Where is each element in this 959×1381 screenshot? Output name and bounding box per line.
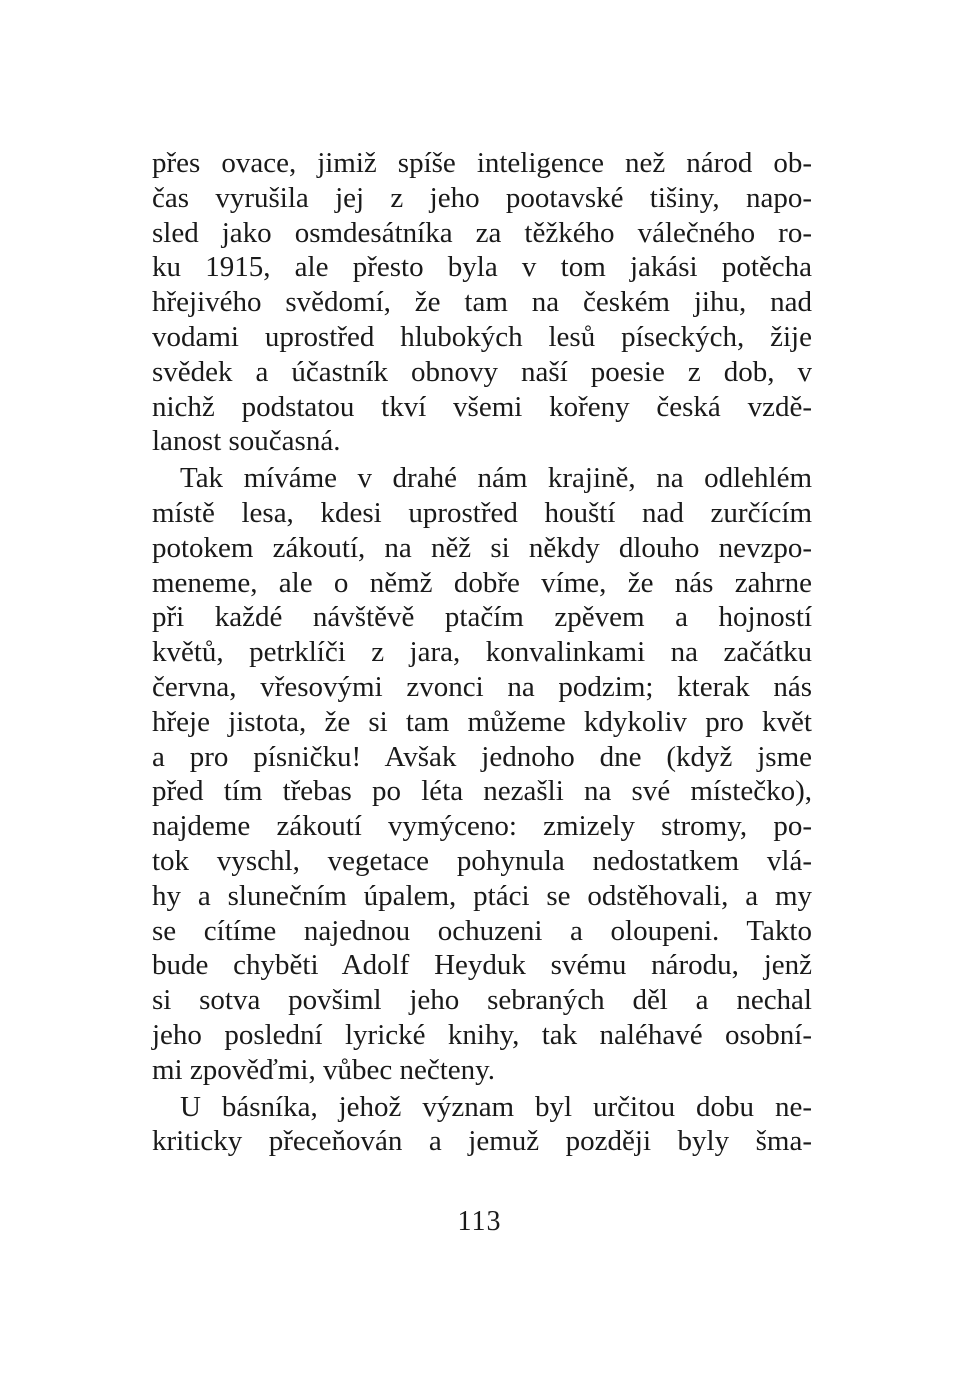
body-text <box>152 146 812 1159</box>
text-line: si sotva povšiml jeho sebraných děl a nechal <box>152 984 812 1017</box>
text-line: mi zpověďmi, vůbec nečteny. <box>152 1053 496 1086</box>
text-line: potokem zákoutí, na něž si někdy dlouho nevzpo- <box>152 531 812 564</box>
text-line: jeho poslední lyrické knihy, tak naléhavé osobní- <box>152 1018 812 1051</box>
text-line: svědek a účastník obnovy naší poesie z dob, v <box>152 355 812 388</box>
text-line: a pro písničku! Avšak jednoho dne (když jsme <box>152 740 812 773</box>
text-line: hřeje jistota, že si tam můžeme kdykoliv pro květ <box>152 705 812 738</box>
text-line: lanost současná. <box>152 425 341 458</box>
text-line: ku 1915, ale přesto byla v tom jakási potěcha <box>152 251 812 284</box>
text-line: najdeme zákoutí vymýceno: zmizely stromy, po- <box>152 810 812 843</box>
text-line: sled jako osmdesátníka za těžkého válečného ro- <box>152 216 812 249</box>
text-line: nichž podstatou tkví všemi kořeny česká vzdě- <box>152 390 812 423</box>
paragraph-1 <box>152 146 812 459</box>
text-line: se cítíme najednou ochuzeni a oloupeni. Takto <box>152 914 812 947</box>
text-line: hřejivého svědomí, že tam na českém jihu, nad <box>152 286 812 319</box>
text-line: při každé návštěvě ptačím zpěvem a hojností <box>152 601 812 634</box>
paragraph-2 <box>152 461 812 1087</box>
text-line: hy a slunečním úpalem, ptáci se odstěhovali, a my <box>152 879 812 912</box>
text-line: meneme, ale o němž dobře víme, že nás zahrne <box>152 566 812 599</box>
text-line: vodami uprostřed hlubokých lesů píseckých, žije <box>152 320 812 353</box>
page-number: 113 <box>457 1206 502 1237</box>
text-line: místě lesa, kdesi uprostřed houští nad zurčícím <box>152 496 812 529</box>
text-line: června, vřesovými zvonci na podzim; kterak nás <box>152 670 812 703</box>
text-line: Tak míváme v drahé nám krajině, na odlehlém <box>180 462 812 495</box>
text-line: kriticky přeceňován a jemuž později byly šma- <box>152 1125 812 1158</box>
text-line: tok vyschl, vegetace pohynula nedostatkem vlá- <box>152 844 812 877</box>
text-line: U básníka, jehož význam byl určitou dobu ne- <box>180 1090 812 1123</box>
text-line: bude chyběti Adolf Heyduk svému národu, jenž <box>152 949 812 982</box>
text-line: před tím třebas po léta nezašli na své místečko), <box>152 775 812 808</box>
text-line: přes ovace, jimiž spíše inteligence než národ ob- <box>152 147 812 179</box>
text-line: čas vyrušila jej z jeho pootavské tišiny, napo- <box>152 181 812 214</box>
text-line: květů, petrklíči z jara, konvalinkami na začátku <box>152 636 812 669</box>
paragraph-3 <box>152 1090 812 1160</box>
